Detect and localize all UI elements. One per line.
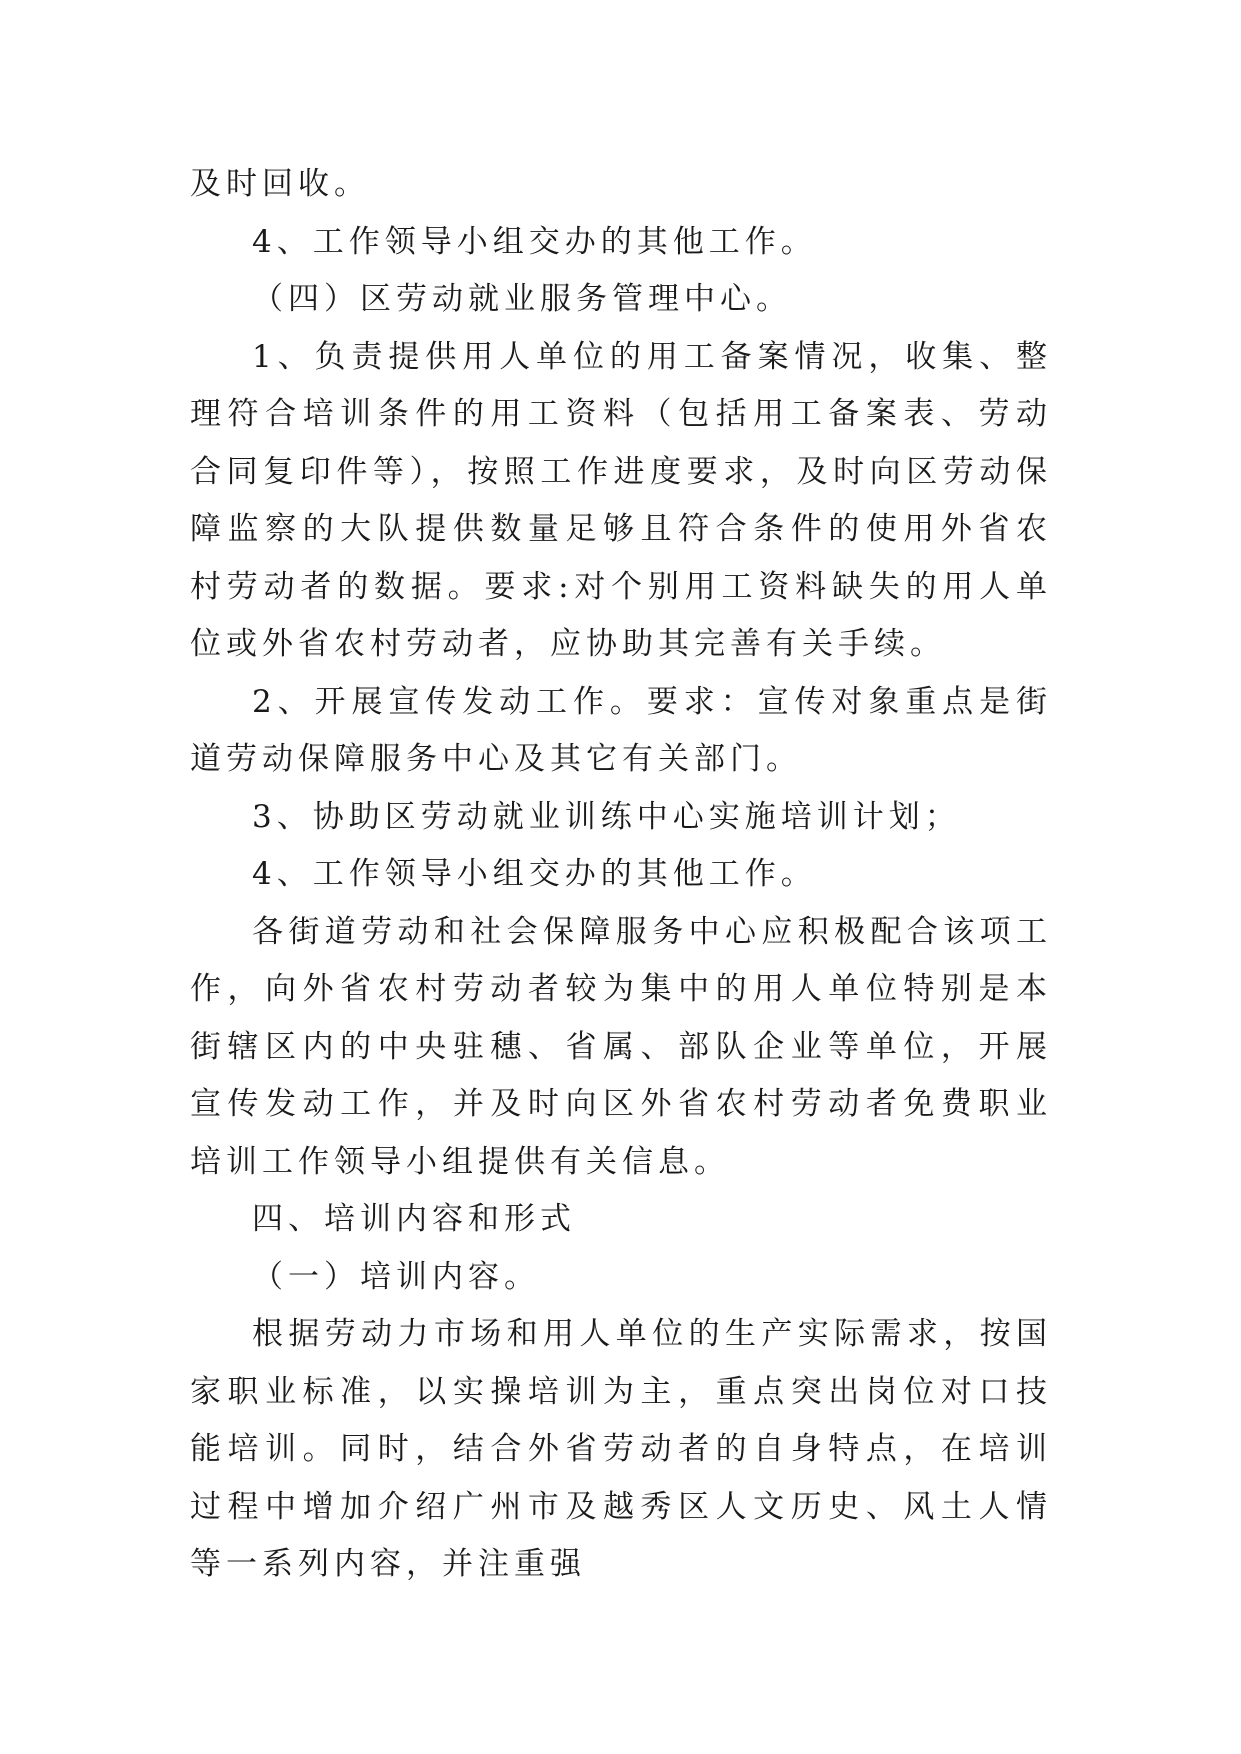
- paragraph: 1、负责提供用人单位的用工备案情况，收集、整理符合培训条件的用工资料（包括用工备案表、劳动合同复印件等），按照工作进度要求，及时向区劳动保障监察的大队提供数量足够且符合条件的使用外省农村劳动者的数据。要求:对个别用工资料缺失的用人单位或外省农村劳动者，应协助其完善有关手续。: [190, 338, 1052, 662]
- paragraph: 根据劳动力市场和用人单位的生产实际需求，按国家职业标准，以实操培训为主，重点突出岗位对口技能培训。同时，结合外省劳动者的自身特点，在培训过程中增加介绍广州市及越秀区人文历史、风土人情等一系列内容，并注重强: [190, 1316, 1052, 1582]
- paragraph: 及时回收。: [190, 166, 370, 202]
- paragraph: 4、工作领导小组交办的其他工作。: [252, 856, 817, 892]
- section-heading: （四）区劳动就业服务管理中心。: [252, 281, 792, 317]
- paragraph: 3、协助区劳动就业训练中心实施培训计划；: [252, 798, 961, 835]
- subsection-heading: （一）培训内容。: [252, 1258, 540, 1295]
- document-body: [190, 156, 1052, 1594]
- section-heading: 四、培训内容和形式: [252, 1201, 576, 1237]
- paragraph: 2、开展宣传发动工作。要求：宣传对象重点是街道劳动保障服务中心及其它有关部门。: [190, 683, 1052, 777]
- paragraph: 4、工作领导小组交办的其他工作。: [252, 223, 817, 260]
- paragraph: 各街道劳动和社会保障服务中心应积极配合该项工作，向外省农村劳动者较为集中的用人单位特别是本街辖区内的中央驻穗、省属、部队企业等单位，开展宣传发动工作，并及时向区外省农村劳动者免费职业培训工作领导小组提供有关信息。: [190, 913, 1052, 1180]
